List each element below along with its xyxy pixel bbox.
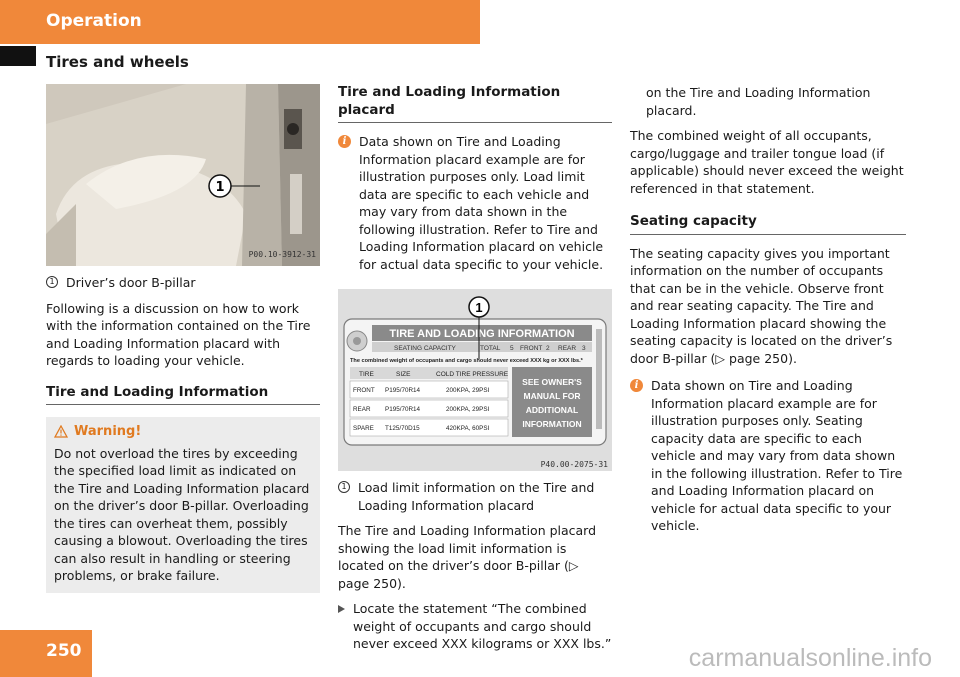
info-note-seating (630, 377, 906, 535)
placard-title: TIRE AND LOADING INFORMATION (389, 328, 575, 340)
placard-rear-label: REAR (558, 345, 577, 352)
placard-seating-label: SEATING CAPACITY (394, 345, 456, 352)
heading-placard: Tire and Loading Information placard (338, 84, 612, 123)
page-subtitle: Tires and wheels (46, 53, 189, 71)
placard-see-owner-2: MANUAL FOR (523, 391, 581, 401)
watermark-text: carmanualsonline.info (688, 644, 932, 672)
placard-col-tire: TIRE (359, 371, 374, 378)
heading-seating-capacity: Seating capacity (630, 213, 906, 235)
placard-caption (338, 479, 612, 514)
page-number: 250 (46, 641, 82, 661)
b-pillar-photo (46, 84, 320, 266)
info-icon: i (338, 135, 351, 148)
placard-cell-tire: REAR (353, 406, 371, 413)
page-number-box (0, 630, 92, 677)
placard-cell-pressure: 420KPA, 60PSI (446, 425, 490, 432)
section-header-bar (0, 0, 480, 44)
placard-figure-id: P40.00-2075-31 (540, 460, 608, 469)
placard-cell-tire: FRONT (353, 387, 375, 394)
caption-number: 1 (46, 276, 58, 288)
placard-front-value: 2 (546, 345, 550, 352)
photo-caption (46, 274, 320, 292)
placard-col-size: SIZE (396, 371, 411, 378)
info-icon: i (630, 379, 643, 392)
photo-callout-1: 1 (215, 180, 225, 195)
warning-triangle-icon (54, 425, 68, 438)
caption-text: Load limit information on the Tire and Loading Information placard (358, 480, 595, 513)
bullet-text: Locate the statement “The combined weight of occupants and cargo should never exceed XXX kilograms or XXX lbs.” (353, 601, 612, 651)
photo-figure-id: P00.10-3912-31 (248, 249, 316, 259)
caption-number: 1 (338, 481, 350, 493)
intro-paragraph: Following is a discussion on how to work with the information contained on the Tire and Loading Information placard with regards to loading your vehicle. (46, 300, 311, 368)
info-note-text: Data shown on Tire and Loading Information placard example are for illustration purposes only. Seating capacity data are specific to each vehicle and may vary from data shown in the following illustration. Refer to Tire and Loading Information placard on vehicle for actual data specific to your vehicle. (651, 378, 903, 533)
placard-cell-size: P195/70R14 (385, 406, 421, 413)
placard-callout-1: 1 (475, 300, 483, 315)
placard-cell-pressure: 200KPA, 29PSI (446, 387, 490, 394)
header-tab-marker (0, 46, 36, 66)
column-middle (338, 84, 612, 653)
placard-see-owner-1: SEE OWNER'S (522, 377, 582, 387)
placard-cell-size: P195/70R14 (385, 387, 421, 394)
weight-paragraph: The combined weight of all occupants, cargo/luggage and trailer tongue load (if applicable) should never exceed the weight referenced in that statement. (630, 128, 904, 196)
heading-tire-loading: Tire and Loading Information (46, 384, 320, 406)
info-note-text: Data shown on Tire and Loading Information placard example are for illustration purposes only. Load limit data are specific to each vehicle and may vary from data shown in the following illustration. Refer to Tire and Loading Information placard on vehicle for actual data specific to your vehicle. (359, 134, 604, 272)
placard-cell-tire: SPARE (353, 425, 374, 432)
caption-text: Driver’s door B-pillar (66, 275, 196, 290)
placard-front-label: FRONT (520, 345, 543, 352)
info-note-placard (338, 133, 612, 273)
seating-paragraph: The seating capacity gives you important information on the number of occupants that can be in the vehicle. Observe front and rear seating capacity. The Tire and Loading Information placard showing the seating capacity is located on the driver’s door B-pillar (▷ page 250). (630, 245, 893, 366)
placard-cell-size: T125/70D15 (385, 425, 420, 432)
column-right (630, 84, 906, 535)
placard-rows (350, 381, 508, 436)
bullet-arrow-icon (338, 605, 345, 613)
continued-text: on the Tire and Loading Information placard. (646, 85, 871, 118)
warning-title (54, 423, 312, 441)
section-title: Operation (46, 11, 142, 31)
column-left (46, 84, 320, 593)
placard-illustration (338, 289, 612, 471)
placard-col-pressure: COLD TIRE PRESSURE (436, 371, 509, 378)
placard-combined-statement: The combined weight of occupants and cargo should never exceed XXX kg or XXX lbs.* (350, 358, 583, 364)
warning-title-text: Warning! (74, 424, 142, 439)
placard-total-label: TOTAL (480, 345, 501, 352)
placard-rear-value: 3 (582, 345, 586, 352)
instruction-bullet (338, 600, 612, 653)
placard-total-value: 5 (510, 345, 514, 352)
placard-see-owner-4: INFORMATION (522, 419, 582, 429)
placard-paragraph: The Tire and Loading Information placard showing the load limit information is located on the driver’s door B-pillar (▷ page 250). (338, 523, 597, 591)
placard-see-owner-3: ADDITIONAL (525, 405, 579, 415)
warning-text: Do not overload the tires by exceeding the specified load limit as indicated on the Tire and Loading Information placard on the driver’s door B-pillar. Overloading the tires can overheat them, possibly causing a blowout. Overloading the tires can also result in handling or steering problems, or brake failure. (54, 445, 310, 583)
placard-cell-pressure: 200KPA, 29PSI (446, 406, 490, 413)
warning-box (46, 417, 320, 593)
